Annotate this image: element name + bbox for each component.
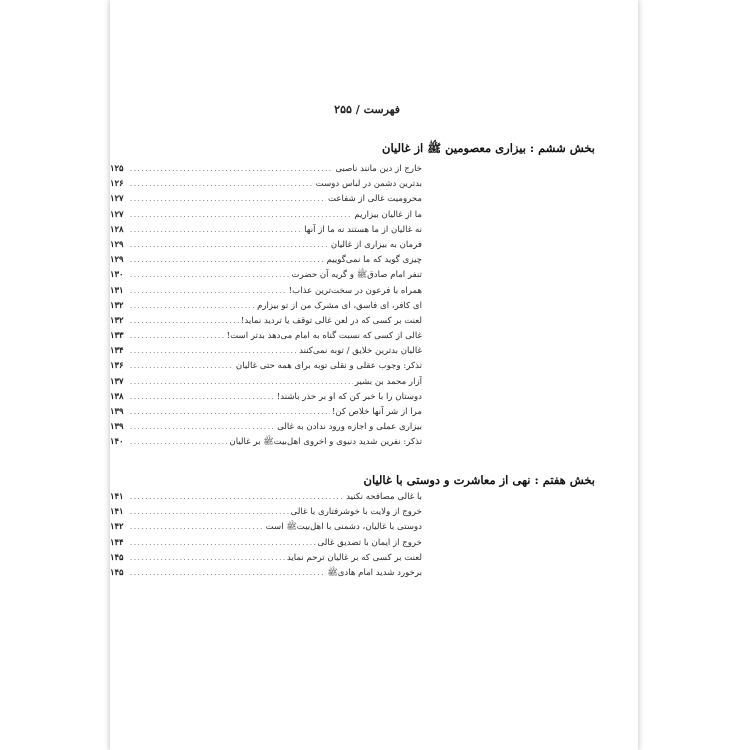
toc-entry [110, 313, 422, 328]
toc-entry [110, 161, 422, 176]
toc-entry-label: محرومیت غالی از شفاعت [327, 194, 422, 205]
toc-entry [110, 374, 422, 389]
toc-leader-dots [130, 344, 297, 358]
toc-entry [110, 434, 422, 449]
toc-entry-page-number: ۱۲۸ [110, 223, 124, 234]
toc-entry-label: تنفر امام صادقﷺ و گریه آن حضرت [291, 270, 422, 281]
toc-leader-dots [130, 536, 316, 550]
toc-entry [110, 419, 422, 434]
toc-entry [110, 176, 422, 191]
toc-entry-label: تذکر: وجوب عقلی و نقلی توبه برای همه حتی غالیان [235, 361, 422, 372]
toc-entry [110, 298, 422, 313]
section-title-7: بخش هفتم : نهی از معاشرت و دوستی با غالیان [363, 473, 595, 487]
toc-leader-dots [130, 208, 352, 222]
toc-entry-label: لعنت بر کسی که بر غالیان ترحم نماید [286, 552, 422, 563]
toc-entry-label: دوستان را با خبر کن که او بر حذر باشند! [276, 391, 422, 402]
toc-entry-page-number: ۱۴۰ [110, 436, 124, 447]
toc-entry-page-number: ۱۳۲ [110, 299, 124, 310]
toc-leader-dots [130, 284, 287, 298]
toc-entry-page-number: ۱۳۷ [110, 375, 124, 386]
toc-entry [110, 191, 422, 206]
toc-entry-page-number: ۱۳۲ [110, 314, 124, 325]
toc-entry-page-number: ۱۴۱ [110, 506, 124, 517]
toc-leader-dots [130, 359, 234, 373]
toc-entry-page-number: ۱۲۷ [110, 193, 124, 204]
toc-entry [110, 565, 422, 580]
toc-entry [110, 550, 422, 565]
toc-leader-dots [130, 314, 239, 328]
toc-entry-page-number: ۱۴۲ [110, 521, 124, 532]
toc-entry [110, 328, 422, 343]
toc-entry-page-number: ۱۲۷ [110, 208, 124, 219]
toc-entry-label: لعنت بر کسی که در لعن غالی توقف یا تردید نماید! [240, 315, 422, 326]
toc-entry-label: خروج از ولایت با خوشرفتاری با غالی [290, 507, 422, 518]
toc-entry-page-number: ۱۳۹ [110, 406, 124, 416]
toc-entry-page-number: ۱۲۶ [110, 178, 124, 189]
toc-leader-dots [130, 177, 314, 191]
toc-list-section-7 [110, 489, 422, 580]
page-header: فهرست / ۲۵۵ [334, 103, 400, 116]
toc-entry [110, 535, 422, 550]
toc-entry [110, 504, 422, 519]
toc-entry-label: مرا از شر آنها خلاص کن! [331, 407, 422, 417]
toc-entry [110, 519, 422, 534]
toc-entry-page-number: ۱۴۵ [110, 566, 124, 577]
toc-entry-label: خارج از دین مانند ناصبی [335, 164, 422, 174]
toc-list-section-6 [110, 161, 422, 450]
toc-leader-dots [130, 520, 264, 534]
toc-leader-dots [130, 223, 302, 237]
toc-leader-dots [130, 238, 329, 252]
toc-leader-dots [130, 405, 330, 419]
toc-entry [110, 222, 422, 237]
section-title-6: بخش ششم : بیزاری معصومین ﷺ از غالیان [382, 141, 595, 155]
toc-entry [110, 283, 422, 298]
toc-entry [110, 343, 422, 358]
toc-entry-page-number: ۱۳۹ [110, 421, 124, 432]
toc-leader-dots [130, 162, 333, 176]
toc-entry [110, 404, 422, 419]
toc-entry-page-number: ۱۳۳ [110, 330, 124, 341]
toc-entry-label: ای کافر، ای فاسق، ای مشرک من از تو بیزارم [257, 300, 422, 311]
toc-leader-dots [130, 299, 255, 313]
toc-entry-label: ما از غالیان بیزاریم [354, 209, 422, 220]
toc-leader-dots [130, 390, 275, 404]
toc-leader-dots [130, 329, 225, 343]
toc-entry-label: فرمان به بیزاری از غالیان [330, 239, 422, 250]
toc-entry-label: خروج از ایمان با تصدیق غالی [317, 537, 422, 548]
toc-entry-label: برخورد شدید امام هادیﷺ [327, 567, 422, 578]
toc-entry-label: چیزی گوید که ما نمی‌گوییم [326, 255, 422, 266]
toc-leader-dots [130, 551, 285, 565]
toc-entry [110, 252, 422, 267]
toc-entry [110, 389, 422, 404]
toc-entry-label: تذکر: نفرین شدید دنیوی و اخروی اهل‌بیتﷺ بر غالیان [229, 437, 422, 448]
toc-entry-page-number: ۱۳۶ [110, 360, 124, 371]
toc-entry [110, 237, 422, 252]
toc-leader-dots [130, 505, 289, 519]
toc-entry-page-number: ۱۴۵ [110, 551, 124, 562]
toc-entry [110, 358, 422, 373]
toc-entry-page-number: ۱۳۴ [110, 345, 124, 356]
toc-leader-dots [130, 435, 227, 449]
toc-entry [110, 267, 422, 282]
toc-leader-dots [130, 566, 325, 580]
toc-entry-page-number: ۱۴۴ [110, 536, 124, 547]
toc-entry-label: آزار محمد بن بشیر [354, 376, 422, 387]
toc-leader-dots [130, 375, 353, 389]
toc-leader-dots [130, 253, 325, 267]
toc-entry [110, 207, 422, 222]
toc-entry-label: نه غالیان از ما هستند نه ما از آنها [304, 224, 422, 235]
toc-entry-label: غالی از کسی که نسبت گناه به امام می‌دهد بدتر است! [226, 331, 422, 342]
toc-entry-label: همراه با فرعون در سخت‌ترین عذاب! [288, 285, 422, 296]
toc-entry-page-number: ۱۲۹ [110, 254, 124, 265]
toc-leader-dots [130, 192, 326, 206]
toc-entry-page-number: ۱۳۸ [110, 390, 124, 401]
toc-entry-page-number: ۱۴۱ [110, 491, 124, 501]
toc-entry-page-number: ۱۳۱ [110, 284, 124, 295]
toc-entry-page-number: ۱۳۰ [110, 269, 124, 280]
toc-entry-label: با غالی مصافحه نکنید [346, 492, 422, 502]
toc-leader-dots [130, 490, 344, 504]
toc-entry-page-number: ۱۲۵ [110, 163, 124, 173]
toc-leader-dots [130, 268, 290, 282]
toc-entry-label: غالیان بدترین خلایق / توبه نمی‌کنند [299, 346, 422, 357]
toc-entry [110, 489, 422, 504]
toc-entry-page-number: ۱۲۹ [110, 238, 124, 249]
toc-entry-label: دوستی با غالیان، دشمنی با اهل‌بیتﷺ است [265, 522, 422, 533]
toc-entry-label: بدترین دشمن در لباس دوست [315, 179, 422, 190]
toc-entry-label: بیزاری عملی و اجازه ورود ندادن به غالی [277, 422, 422, 433]
toc-leader-dots [130, 420, 275, 434]
